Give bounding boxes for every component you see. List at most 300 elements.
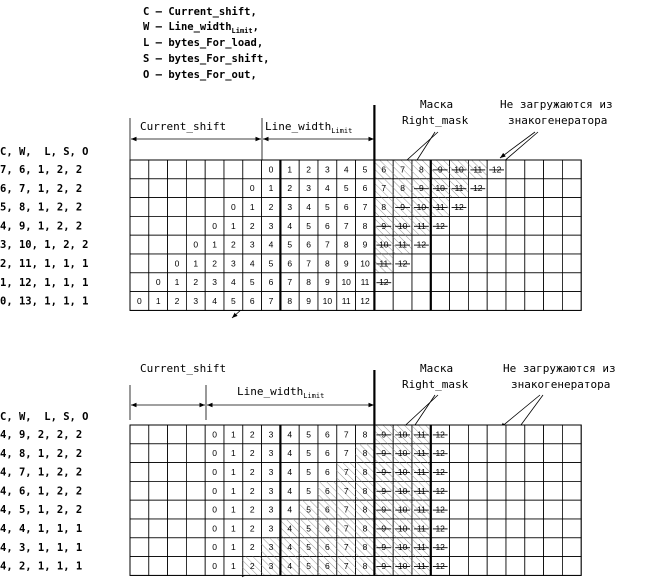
grid-cell (450, 463, 469, 482)
grid-cell (506, 292, 525, 311)
cell-number: 11 (398, 239, 408, 250)
row-label: 4, 9, 2, 2, 2 (0, 429, 83, 441)
cell-number: 7 (343, 504, 349, 515)
grid-cell (525, 292, 544, 311)
grid-cell (149, 519, 168, 538)
grid-cell (544, 444, 563, 463)
cell-number: 8 (362, 523, 368, 534)
grid-cell (544, 273, 563, 292)
grid-cell (412, 292, 431, 311)
grid-cell (186, 179, 205, 198)
grid-cell (168, 179, 187, 198)
cell-number: 9 (381, 220, 387, 231)
cell-number: 2 (249, 561, 255, 571)
cell-number: 11 (454, 183, 464, 194)
grid-cell (130, 444, 149, 463)
row-label: 2, 11, 1, 1, 1 (0, 258, 89, 270)
cell-number: 3 (287, 202, 293, 212)
grid-cell (412, 273, 431, 292)
cell-number: 10 (397, 485, 408, 496)
grid-cell (468, 254, 487, 273)
cell-number: 6 (325, 561, 330, 571)
cell-number: 11 (360, 277, 370, 288)
cell-number: 12 (435, 220, 445, 231)
grid-cell (450, 500, 469, 519)
cell-number: 10 (435, 183, 445, 194)
cell-number: 11 (416, 220, 426, 231)
cell-number: 0 (212, 485, 217, 496)
grid-cell (168, 235, 187, 254)
cell-number: 1 (212, 239, 217, 250)
d2-col-header: C, W, L, S, O (0, 411, 89, 423)
grid-cell (130, 160, 149, 179)
cell-number: 4 (287, 485, 293, 496)
cell-number: 9 (362, 239, 368, 250)
d2-notloaded-label-2: знакогенератора (511, 378, 611, 391)
grid-cell (431, 254, 450, 273)
cell-number: 1 (231, 467, 236, 477)
cell-number: 0 (212, 561, 217, 571)
cell-number: 11 (341, 296, 351, 306)
grid-cell (149, 444, 168, 463)
grid-cell (205, 160, 224, 179)
cell-number: 1 (231, 542, 236, 553)
grid-cell (149, 481, 168, 500)
cell-number: 2 (287, 183, 293, 194)
cell-number: 5 (306, 561, 311, 571)
grid-cell (506, 463, 525, 482)
cell-number: 2 (249, 504, 255, 515)
grid-cell (544, 557, 563, 576)
cell-number: 2 (268, 202, 274, 212)
cell-number: 7 (381, 183, 387, 194)
grid-cell (544, 292, 563, 311)
cell-number: 12 (473, 183, 483, 194)
grid-cell (506, 254, 525, 273)
cell-number: 5 (306, 429, 311, 440)
cell-number: 3 (212, 277, 217, 288)
grid-cell (562, 463, 581, 482)
grid-cell (450, 444, 469, 463)
grid-cell (506, 273, 525, 292)
legend-w: W – Line_width$_{Limit}$, (143, 21, 259, 35)
cell-number: 6 (287, 258, 293, 269)
grid-cell (506, 179, 525, 198)
cell-number: 5 (343, 183, 349, 194)
grid-cell (525, 216, 544, 235)
cell-number: 3 (268, 523, 274, 534)
cell-number: 7 (343, 523, 349, 534)
cell-number: 0 (155, 277, 161, 288)
grid-cell (468, 216, 487, 235)
grid-cell (130, 235, 149, 254)
cell-number: 9 (400, 202, 405, 212)
cell-number: 0 (212, 429, 217, 440)
cell-number: 0 (212, 220, 217, 231)
cell-number: 10 (341, 277, 351, 288)
grid-cell (544, 538, 563, 557)
cell-number: 4 (287, 448, 293, 459)
grid-cell (562, 481, 581, 500)
grid-cell (393, 273, 412, 292)
cell-number: 11 (473, 164, 483, 175)
legend-s: S – bytes_For_shift, (143, 53, 270, 65)
grid-cell (168, 481, 187, 500)
cell-number: 8 (287, 296, 293, 306)
cell-number: 11 (416, 561, 426, 571)
cell-number: 0 (231, 202, 236, 212)
cell-number: 10 (397, 561, 408, 571)
grid-cell (393, 292, 412, 311)
cell-number: 7 (362, 202, 368, 212)
cell-number: 1 (231, 429, 236, 440)
cell-number: 0 (212, 504, 217, 515)
cell-number: 12 (397, 258, 408, 269)
cell-number: 11 (379, 258, 389, 269)
cell-number: 1 (231, 523, 236, 534)
grid-cell (562, 425, 581, 444)
cell-number: 12 (435, 523, 445, 534)
row-label: 6, 7, 1, 2, 2 (0, 182, 83, 195)
cell-number: 4 (287, 504, 293, 515)
grid-cell (487, 254, 506, 273)
grid-cell (525, 444, 544, 463)
cell-number: 10 (397, 429, 408, 440)
cell-number: 7 (343, 485, 349, 496)
cell-number: 3 (325, 164, 330, 175)
cell-number: 5 (306, 504, 311, 515)
grid-cell (130, 463, 149, 482)
cell-number: 4 (325, 183, 330, 194)
cell-number: 9 (306, 296, 311, 306)
cell-number: 5 (268, 258, 274, 269)
grid-cell (506, 198, 525, 217)
grid-cell (468, 273, 487, 292)
cell-number: 12 (491, 164, 502, 175)
row-label: 4, 5, 1, 2, 2 (0, 504, 83, 517)
grid-cell (525, 519, 544, 538)
cell-number: 0 (212, 523, 217, 534)
cell-number: 7 (325, 239, 330, 250)
cell-number: 1 (268, 183, 274, 194)
grid-cell (525, 538, 544, 557)
cell-number: 8 (306, 277, 311, 288)
grid-cell (450, 254, 469, 273)
grid-cell (562, 235, 581, 254)
cell-number: 5 (306, 542, 311, 553)
grid-cell (544, 198, 563, 217)
grid-cell (130, 500, 149, 519)
cell-number: 10 (397, 467, 408, 477)
cell-number: 2 (249, 542, 255, 553)
row-label: 5, 8, 1, 2, 2 (0, 201, 83, 214)
cell-number: 11 (416, 542, 426, 553)
row-label: 4, 3, 1, 1, 1 (0, 541, 83, 554)
row-label: 7, 6, 1, 2, 2 (0, 164, 83, 176)
grid-cell (506, 216, 525, 235)
grid-cell (525, 425, 544, 444)
grid-cell (506, 538, 525, 557)
cell-number: 4 (287, 220, 293, 231)
grid-cell (468, 425, 487, 444)
cell-number: 8 (362, 504, 368, 515)
cell-number: 5 (231, 296, 236, 306)
grid-cell (544, 463, 563, 482)
grid-cell (506, 481, 525, 500)
cell-number: 2 (231, 239, 236, 250)
grid-cell (450, 557, 469, 576)
grid-cell (149, 254, 168, 273)
grid-cell (149, 198, 168, 217)
grid-cell (468, 519, 487, 538)
grid-cell (186, 519, 205, 538)
grid-cell (168, 500, 187, 519)
cell-number: 9 (343, 258, 349, 269)
row-label: 4, 7, 1, 2, 2 (0, 466, 83, 479)
grid-cell (544, 500, 563, 519)
cell-number: 12 (435, 542, 445, 553)
grid-cell (431, 273, 450, 292)
cell-number: 7 (343, 561, 349, 571)
cell-number: 10 (454, 164, 464, 175)
cell-number: 9 (381, 448, 387, 459)
grid-cell (562, 292, 581, 311)
cell-number: 2 (249, 485, 255, 496)
cell-number: 2 (249, 467, 255, 477)
grid-cell (468, 481, 487, 500)
grid-cell (186, 425, 205, 444)
cell-number: 2 (249, 523, 255, 534)
cell-number: 2 (193, 277, 199, 288)
cell-number: 9 (437, 164, 443, 175)
grid-cell (149, 160, 168, 179)
grid-cell (506, 444, 525, 463)
grid-cell (468, 198, 487, 217)
cell-number: 3 (268, 542, 274, 553)
cell-number: 6 (325, 504, 330, 515)
cell-number: 2 (306, 164, 311, 175)
cell-number: 3 (193, 296, 199, 306)
cell-number: 11 (416, 485, 426, 496)
cell-number: 1 (231, 448, 236, 459)
cell-number: 10 (397, 448, 408, 459)
cell-number: 11 (416, 467, 426, 477)
cell-number: 8 (419, 164, 424, 175)
grid-cell (562, 216, 581, 235)
cell-number: 1 (231, 561, 236, 571)
diagram1-grid (130, 105, 581, 310)
cell-number: 9 (419, 183, 424, 194)
cell-number: 11 (435, 202, 445, 212)
grid-cell (544, 216, 563, 235)
cell-number: 9 (381, 523, 387, 534)
cell-number: 9 (381, 504, 387, 515)
grid-cell (544, 160, 563, 179)
grid-cell (149, 538, 168, 557)
cell-number: 2 (174, 296, 180, 306)
cell-number: 0 (249, 183, 255, 194)
cell-number: 1 (174, 277, 180, 288)
grid-cell (168, 160, 187, 179)
grid-cell (149, 557, 168, 576)
cell-number: 8 (343, 239, 349, 250)
grid-cell (562, 254, 581, 273)
grid-cell (562, 557, 581, 576)
cell-number: 10 (397, 542, 408, 553)
cell-number: 6 (249, 296, 255, 306)
cell-number: 5 (362, 164, 368, 175)
cell-number: 6 (325, 485, 330, 496)
grid-cell (130, 216, 149, 235)
cell-number: 12 (435, 467, 445, 477)
cell-number: 5 (306, 467, 311, 477)
cell-number: 6 (362, 183, 368, 194)
cell-number: 10 (322, 296, 333, 306)
d2-line-width-label: Line_width$_{Limit}$ (237, 385, 325, 400)
cell-number: 4 (287, 523, 293, 534)
grid-cell (562, 538, 581, 557)
grid-cell (186, 463, 205, 482)
grid-cell (450, 292, 469, 311)
grid-cell (562, 519, 581, 538)
grid-cell (431, 235, 450, 254)
legend-c: C – Current_shift, (143, 6, 257, 18)
grid-cell (525, 254, 544, 273)
grid-cell (205, 198, 224, 217)
grid-cell (562, 198, 581, 217)
cell-number: 2 (249, 429, 255, 440)
cell-number: 12 (435, 485, 445, 496)
grid-cell (450, 216, 469, 235)
grid-cell (149, 500, 168, 519)
diagram2-row-labels (0, 429, 82, 573)
grid-cell (130, 538, 149, 557)
d1-mask-label-1: Маска (420, 98, 454, 111)
cell-number: 3 (268, 429, 274, 440)
grid-cell (487, 519, 506, 538)
grid-cell (506, 519, 525, 538)
grid-cell (487, 538, 506, 557)
cell-number: 5 (287, 239, 293, 250)
grid-cell (525, 481, 544, 500)
grid-cell (450, 481, 469, 500)
grid-cell (130, 179, 149, 198)
cell-number: 3 (268, 467, 274, 477)
grid-cell (487, 557, 506, 576)
cell-number: 7 (343, 467, 349, 477)
grid-cell (506, 235, 525, 254)
cell-number: 1 (231, 504, 236, 515)
cell-number: 3 (306, 183, 311, 194)
cell-number: 8 (362, 542, 368, 553)
cell-number: 9 (325, 277, 330, 288)
grid-cell (186, 538, 205, 557)
grid-cell (562, 500, 581, 519)
row-label: 1, 12, 1, 1, 1 (0, 276, 89, 289)
grid-cell (186, 481, 205, 500)
cell-number: 8 (362, 467, 368, 477)
grid-cell (130, 273, 149, 292)
cell-number: 5 (306, 448, 311, 459)
grid-cell (130, 519, 149, 538)
grid-cell (525, 500, 544, 519)
row-label: 4, 9, 1, 2, 2 (0, 220, 83, 233)
cell-number: 12 (379, 277, 389, 288)
cell-number: 2 (249, 448, 255, 459)
cell-number: 0 (212, 448, 217, 459)
grid-cell (186, 216, 205, 235)
cell-number: 3 (268, 504, 274, 515)
cell-number: 0 (212, 542, 217, 553)
grid-cell (487, 273, 506, 292)
grid-cell (487, 198, 506, 217)
cell-number: 3 (268, 561, 274, 571)
diagram2-grid (130, 370, 581, 575)
d2-mask-label-1: Маска (420, 362, 454, 375)
grid-cell (506, 160, 525, 179)
cell-number: 8 (362, 561, 368, 571)
cell-number: 10 (397, 523, 408, 534)
grid-cell (412, 254, 431, 273)
cell-number: 11 (416, 429, 426, 440)
cell-number: 1 (249, 202, 255, 212)
grid-cell (186, 500, 205, 519)
cell-number: 12 (454, 202, 464, 212)
grid-cell (130, 425, 149, 444)
cell-number: 7 (400, 164, 405, 175)
grid-cell (224, 179, 243, 198)
cell-number: 6 (325, 542, 330, 553)
cell-number: 3 (249, 239, 255, 250)
grid-cell (468, 463, 487, 482)
grid-cell (562, 273, 581, 292)
grid-cell (487, 463, 506, 482)
grid-cell (525, 160, 544, 179)
d1-notloaded-label-1: Не загружаются из (500, 98, 613, 111)
grid-cell (562, 160, 581, 179)
grid-cell (168, 538, 187, 557)
d2-notloaded-label-1: Не загружаются из (503, 362, 616, 375)
cell-number: 9 (381, 561, 387, 571)
cell-number: 8 (381, 202, 387, 212)
row-label: 4, 2, 1, 1, 1 (0, 560, 83, 573)
cell-number: 0 (212, 467, 217, 477)
grid-cell (544, 179, 563, 198)
cell-number: 7 (343, 220, 349, 231)
grid-cell (168, 557, 187, 576)
grid-cell (487, 500, 506, 519)
cell-number: 3 (268, 220, 274, 231)
grid-cell (186, 444, 205, 463)
cell-number: 4 (231, 277, 236, 288)
grid-cell (205, 179, 224, 198)
grid-cell (525, 198, 544, 217)
grid-cell (168, 519, 187, 538)
grid-cell (450, 235, 469, 254)
grid-cell (506, 500, 525, 519)
cell-number: 0 (193, 239, 199, 250)
grid-cell (186, 160, 205, 179)
cell-number: 7 (287, 277, 293, 288)
cell-number: 10 (360, 258, 370, 269)
grid-cell (224, 160, 243, 179)
grid-cell (525, 463, 544, 482)
legend (143, 6, 269, 81)
cell-number: 7 (343, 542, 349, 553)
d1-current-shift-label: Current_shift (140, 120, 227, 133)
grid-cell (487, 179, 506, 198)
grid-cell (450, 273, 469, 292)
